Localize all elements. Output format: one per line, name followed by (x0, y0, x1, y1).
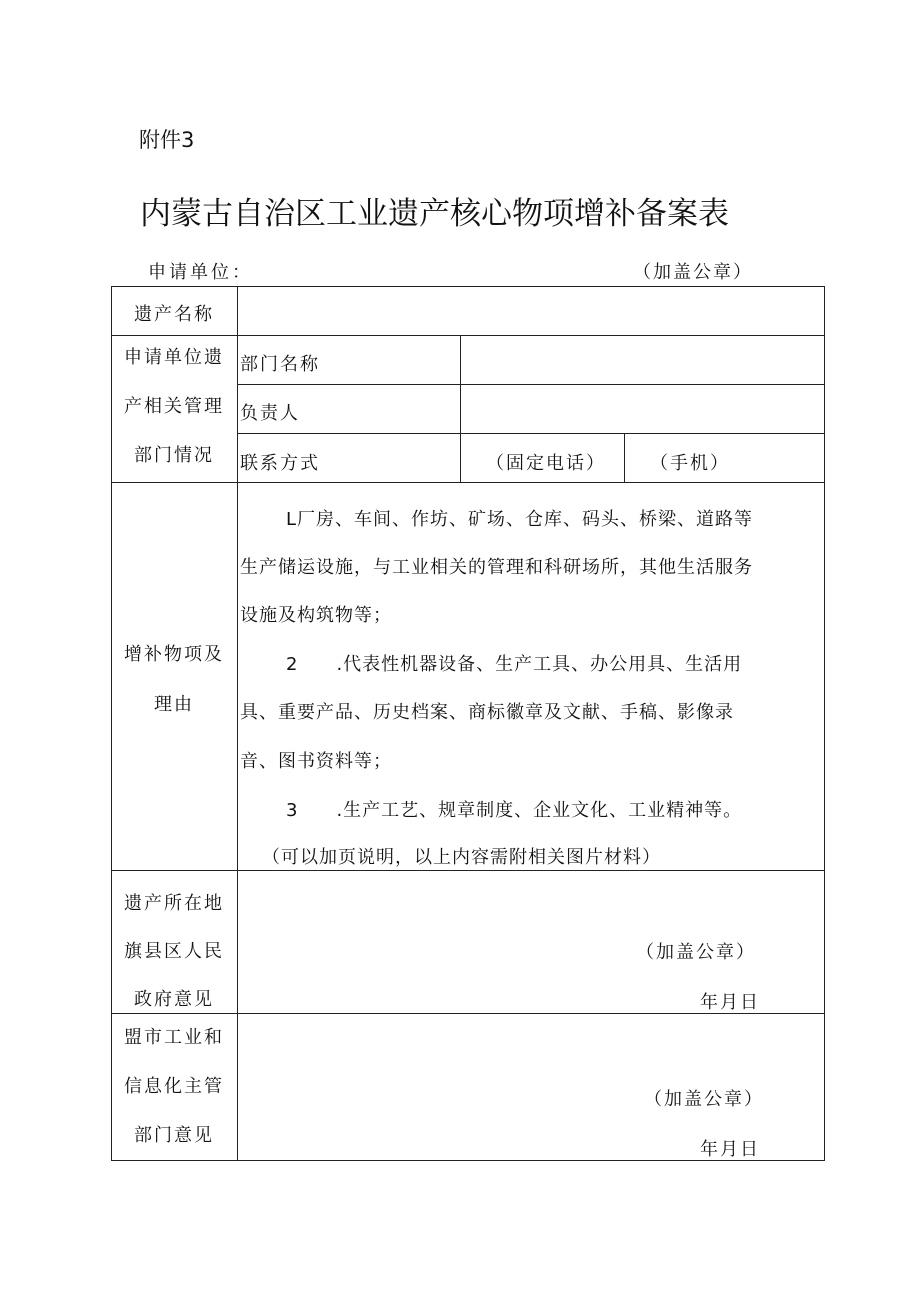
city-seal-note: （加盖公章） (644, 1089, 764, 1110)
dept-info-label-line-3: 部门情况 (134, 445, 214, 466)
supplement-item-3-line-1: 3 .生产工艺、规章制度、企业文化、工业精神等。 (286, 800, 743, 821)
person-in-charge-field[interactable] (462, 392, 817, 428)
county-opinion-label-line-2: 旗县区人民 (124, 941, 224, 962)
county-seal-note: （加盖公章） (636, 942, 756, 963)
city-date: 年月日 (700, 1139, 760, 1160)
county-date: 年月日 (700, 992, 760, 1013)
supplement-item-2-line-3: 音、图书资料等； (240, 751, 392, 772)
mobile-field[interactable]: （手机） (650, 453, 730, 474)
supplement-label-line-1: 增补物项及 (124, 644, 224, 665)
person-in-charge-label: 负责人 (240, 403, 300, 424)
dept-name-label: 部门名称 (240, 354, 320, 375)
heritage-name-field[interactable] (245, 300, 815, 324)
dept-name-field[interactable] (462, 343, 817, 379)
form-title: 内蒙古自治区工业遗产核心物项增补备案表 (140, 196, 729, 232)
dept-info-label-line-1: 申请单位遗 (124, 347, 224, 368)
city-opinion-label-line-3: 部门意见 (134, 1125, 214, 1146)
supplement-item-1-line-2: 生产储运设施，与工业相关的管理和科研场所，其他生活服务 (240, 557, 753, 578)
county-opinion-label-line-1: 遗产所在地 (124, 893, 224, 914)
supplement-item-2-line-1: 2 .代表性机器设备、生产工具、办公用具、生活用 (286, 654, 743, 675)
applicant-unit-label: 申请单位： (148, 262, 253, 283)
supplement-item-2-line-2: 具、重要产品、历史档案、商标徽章及文献、手稿、影像录 (240, 702, 734, 723)
landline-field[interactable]: （固定电话） (486, 453, 606, 474)
heritage-name-label: 遗产名称 (134, 304, 214, 325)
city-opinion-label-line-1: 盟市工业和 (124, 1027, 224, 1048)
supplement-note: （可以加页说明，以上内容需附相关图片材料） (262, 847, 661, 868)
seal-note-top: （加盖公章） (633, 262, 753, 283)
county-opinion-label-line-3: 政府意见 (134, 989, 214, 1010)
supplement-item-1-line-1: L厂房、车间、作坊、矿场、仓库、码头、桥梁、道路等 (286, 509, 754, 530)
contact-label: 联系方式 (240, 453, 320, 474)
supplement-item-1-line-3: 设施及构筑物等； (240, 605, 392, 626)
supplement-label-line-2: 理由 (154, 694, 194, 715)
dept-info-label-line-2: 产相关管理 (124, 396, 224, 417)
attachment-label: 附件3 (139, 128, 195, 152)
city-opinion-label-line-2: 信息化主管 (124, 1076, 224, 1097)
